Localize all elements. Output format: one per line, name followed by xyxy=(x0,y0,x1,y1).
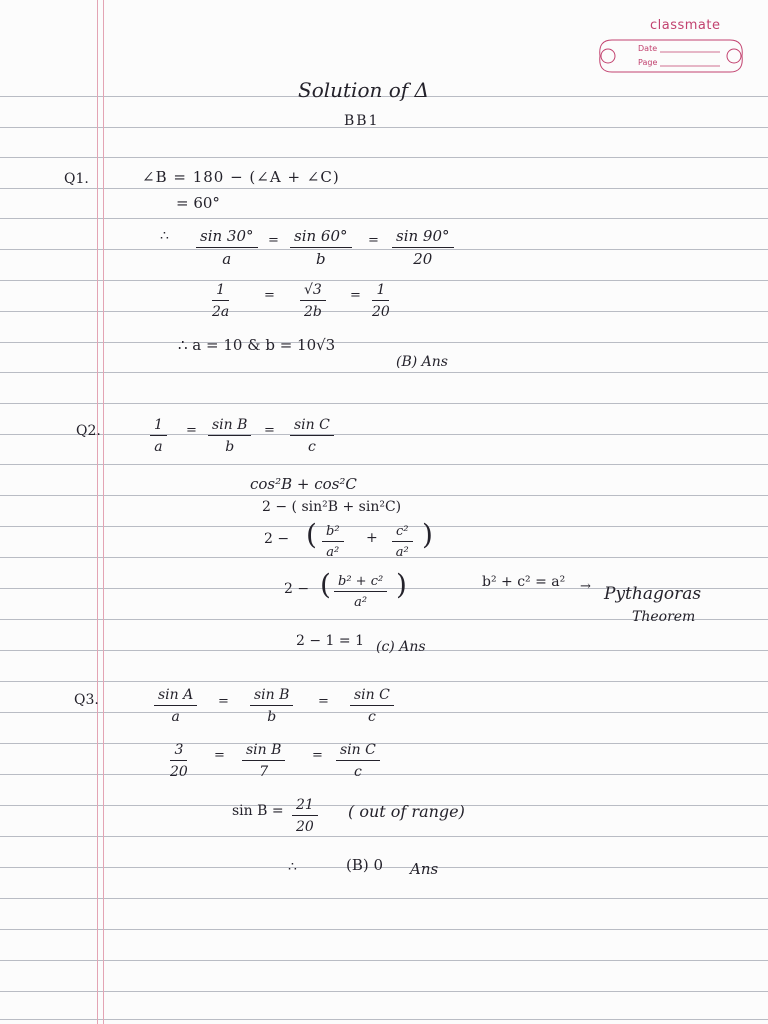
question-label-q1: Q1. xyxy=(64,171,89,187)
ruled-line xyxy=(0,218,768,219)
ruled-line xyxy=(0,188,768,189)
ruled-line xyxy=(0,774,768,775)
q1-angle-value: = 60° xyxy=(176,194,220,212)
numerator: sin 60° xyxy=(290,229,352,248)
open-paren: ( xyxy=(320,568,331,601)
q2-sin-sum: 2 − ( sin²B + sin²C) xyxy=(262,499,402,515)
ruled-line xyxy=(0,836,768,837)
equals-sign: = xyxy=(264,423,275,438)
q2-theorem-label: Theorem xyxy=(632,609,696,625)
numerator: 1 xyxy=(150,418,167,436)
q3-fraction-3-20 xyxy=(170,743,188,779)
ruled-line xyxy=(0,991,768,992)
numerator: b² xyxy=(322,525,344,542)
ruled-line xyxy=(0,372,768,373)
numerator: c² xyxy=(392,525,413,542)
numerator: 21 xyxy=(292,798,318,816)
ruled-line xyxy=(0,743,768,744)
q3-fraction-sinC-c2 xyxy=(336,743,380,779)
numerator: 1 xyxy=(212,283,229,301)
equals-sign: = xyxy=(318,694,329,709)
denominator: a xyxy=(222,250,232,268)
equals-sign: = xyxy=(268,233,279,248)
q1-fraction-root3-2b xyxy=(300,283,326,319)
q3-fraction-sinB-7 xyxy=(242,743,285,779)
q3-fraction-sinB-b xyxy=(250,688,293,724)
equals-sign: = xyxy=(264,288,275,303)
denominator: b xyxy=(267,709,277,725)
q3-fraction-sinC-c xyxy=(350,688,394,724)
denominator: a xyxy=(154,439,163,455)
q3-out-of-range-note: ( out of range) xyxy=(348,802,465,821)
q3-fraction-sinA-a xyxy=(154,688,197,724)
q2-fraction-b2c2-a2 xyxy=(334,575,387,609)
q2-final-step: 2 − 1 = 1 xyxy=(296,633,364,649)
denominator: 2b xyxy=(303,304,322,320)
denominator: 20 xyxy=(170,764,188,780)
therefore-symbol: ∴ xyxy=(160,228,169,244)
therefore-symbol: ∴ xyxy=(288,859,297,875)
equals-sign: = xyxy=(214,748,225,763)
ruled-line xyxy=(0,960,768,961)
ruled-line xyxy=(0,929,768,930)
q2-fraction-c2-a2 xyxy=(392,525,413,559)
denominator: 20 xyxy=(413,250,433,268)
question-label-q2: Q2. xyxy=(76,423,101,439)
ruled-line xyxy=(0,495,768,496)
ruled-line xyxy=(0,526,768,527)
margin-line xyxy=(103,0,104,1024)
numerator: sin C xyxy=(290,418,334,436)
q2-fraction-sinC-c xyxy=(290,418,334,454)
page-subtitle: BB1 xyxy=(344,113,380,129)
q2-answer: (c) Ans xyxy=(376,639,426,655)
numerator: 1 xyxy=(372,283,389,301)
q2-fraction-sinB-b xyxy=(208,418,251,454)
denominator: c xyxy=(368,709,376,725)
denominator: 2a xyxy=(212,304,230,320)
q1-fraction-1-2a xyxy=(212,283,229,319)
ruled-line xyxy=(0,342,768,343)
denominator: a² xyxy=(326,545,340,560)
date-page-stamp xyxy=(598,36,744,76)
ruled-line xyxy=(0,249,768,250)
numerator: sin 30° xyxy=(196,229,258,248)
ruled-line xyxy=(0,280,768,281)
margin-line xyxy=(97,0,98,1024)
ruled-line xyxy=(0,464,768,465)
q1-fraction-sin90-20 xyxy=(392,229,454,267)
equals-sign: = xyxy=(218,694,229,709)
equals-sign: = xyxy=(186,423,197,438)
ruled-line xyxy=(0,1019,768,1020)
q1-fraction-sin30-a xyxy=(196,229,258,267)
date-label: Date xyxy=(638,44,658,53)
q3-sinB-equals: sin B = xyxy=(232,803,284,819)
equals-sign: = xyxy=(312,748,323,763)
numerator: sin B xyxy=(208,418,251,436)
ruled-line xyxy=(0,557,768,558)
numerator: 3 xyxy=(170,743,187,761)
page-label: Page xyxy=(638,58,658,67)
equals-sign: = xyxy=(350,288,361,303)
open-paren: ( xyxy=(306,518,317,551)
q2-two-minus-combined: 2 − xyxy=(284,581,310,597)
denominator: c xyxy=(354,764,362,780)
q2-fraction-b2-a2 xyxy=(322,525,344,559)
q2-pythagoras-label: Pythagoras xyxy=(604,584,702,604)
denominator: b xyxy=(315,250,326,268)
denominator: c xyxy=(308,439,316,455)
q3-fraction-21-20 xyxy=(292,798,318,834)
brand-logo: classmate xyxy=(650,18,721,33)
numerator: √3 xyxy=(300,283,326,301)
q3-result: (B) 0 xyxy=(346,856,384,874)
denominator: 7 xyxy=(259,764,269,780)
denominator: a xyxy=(171,709,180,725)
equals-sign: = xyxy=(368,233,379,248)
question-label-q3: Q3. xyxy=(74,692,99,708)
q1-angle-equation: ∠B = 180 − (∠A + ∠C) xyxy=(142,168,340,186)
close-paren: ) xyxy=(422,518,433,551)
q1-fraction-sin60-b xyxy=(290,229,352,267)
numerator: sin B xyxy=(242,743,285,761)
ruled-line xyxy=(0,434,768,435)
denominator: b xyxy=(225,439,235,455)
denominator: a² xyxy=(395,545,409,560)
ruled-line xyxy=(0,127,768,128)
q1-fraction-1-20 xyxy=(372,283,390,319)
numerator: b² + c² xyxy=(334,575,387,592)
q1-answer: (B) Ans xyxy=(396,354,448,370)
numerator: sin 90° xyxy=(392,229,454,248)
ruled-line xyxy=(0,867,768,868)
denominator: 20 xyxy=(372,304,390,320)
denominator: a² xyxy=(354,595,368,610)
q2-two-minus: 2 − xyxy=(264,531,290,547)
numerator: sin C xyxy=(336,743,380,761)
ruled-line xyxy=(0,157,768,158)
numerator: sin A xyxy=(154,688,197,706)
q2-fraction-1-a xyxy=(150,418,167,454)
q2-pythagoras-equation: b² + c² = a² xyxy=(482,574,566,590)
q3-answer: Ans xyxy=(410,860,439,878)
ruled-line xyxy=(0,681,768,682)
arrow-icon: → xyxy=(580,579,591,594)
close-paren: ) xyxy=(396,568,407,601)
q1-result: ∴ a = 10 & b = 10√3 xyxy=(178,336,336,354)
ruled-line xyxy=(0,898,768,899)
numerator: sin B xyxy=(250,688,293,706)
denominator: 20 xyxy=(296,819,314,835)
ruled-line xyxy=(0,403,768,404)
numerator: sin C xyxy=(350,688,394,706)
page-title: Solution of Δ xyxy=(298,78,429,102)
q2-cos-sum: cos²B + cos²C xyxy=(250,475,357,493)
plus-sign: + xyxy=(366,530,378,546)
